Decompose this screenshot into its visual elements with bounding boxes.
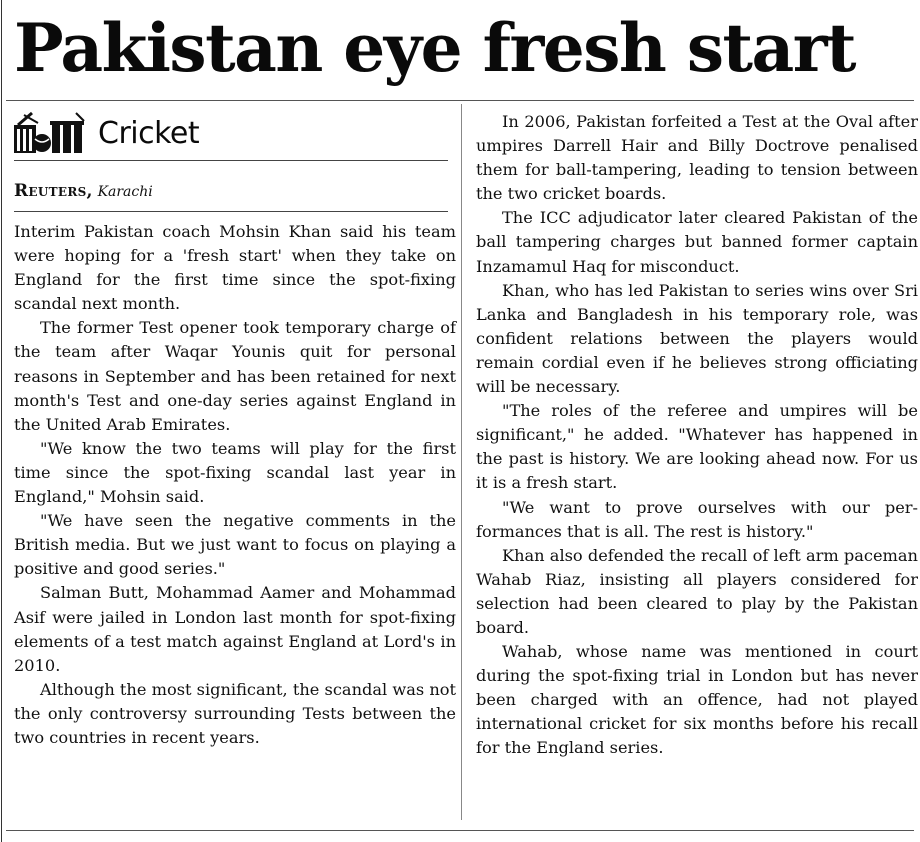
footer-divider	[6, 830, 914, 831]
article-column-left	[14, 110, 456, 750]
article-paragraph: "The roles of the referee and umpires will be significant," he added. "Whatever has happened in the past is history. We are looking ahead now. For us it is a fresh start.	[476, 401, 918, 493]
byline-place: Karachi	[97, 184, 153, 200]
column-divider	[461, 104, 462, 820]
headline: Pakistan eye fresh start	[14, 9, 856, 87]
cricket-stumps-ball-icon	[14, 111, 94, 155]
byline-agency: Reuters,	[14, 181, 93, 201]
article-paragraph: The ICC adjudicator later cleared Pakistan of the ball tampering charges but banned former captain Inzamamul Haq for misconduct.	[476, 208, 918, 276]
article-paragraph: The former Test opener took temporary charge of the team after Waqar Younis quit for personal reasons in September and has been retained for next month's Test and one-day series against England in the United Arab Emirates.	[14, 318, 456, 434]
article-paragraph: Khan, who has led Pakistan to series wins over Sri Lanka and Bangladesh in his temporary role, was confident relations between the players would remain cordial even if he believes strong officiating will be necessary.	[476, 280, 918, 397]
article-paragraph: "We have seen the negative comments in the British media. But we just want to focus on playing a positive and good series."	[14, 511, 456, 579]
byline	[14, 181, 456, 205]
article-paragraph: Although the most significant, the scandal was not the only controversy surrounding Tests between the two countries in recent years.	[14, 679, 456, 747]
section-label: Cricket	[98, 115, 200, 151]
article-paragraph: Wahab, whose name was mentioned in court during the spot-fixing trial in London but has never been charged with an offence, had not played international cricket for six months before his recall for the England series.	[476, 642, 918, 758]
article-column-right	[476, 110, 918, 761]
section-header	[14, 110, 456, 156]
headline-divider	[6, 100, 914, 101]
article-paragraph: Interim Pakistan coach Mohsin Khan said his team were hoping for a 'fresh start' when they take on England for the first time since the spot-fixing scandal next month.	[14, 222, 456, 314]
page-left-border	[1, 0, 2, 842]
article-paragraph: "We know the two teams will play for the first time since the spot-fixing scandal last year in England," Mohsin said.	[14, 438, 456, 507]
section-divider	[14, 160, 448, 161]
article-paragraph: Khan also defended the recall of left arm paceman Wahab Riaz, insisting all players considered for selection had been cleared to play by the Pakistan board.	[476, 545, 918, 637]
article-paragraph: "We want to prove ourselves with our performances that is all. The rest is history."	[476, 497, 918, 541]
article-paragraph: Salman Butt, Mohammad Aamer and Mohammad Asif were jailed in London last month for spot-fixing elements of a test match against England at Lord's in 2010.	[14, 583, 456, 675]
article-body-left	[14, 220, 456, 750]
article-paragraph: In 2006, Pakistan forfeited a Test at the Oval after umpires Darrell Hair and Billy Doctrove penalised them for ball-tampering, leading to tension between the two cricket boards.	[476, 112, 918, 204]
byline-divider	[14, 211, 448, 212]
